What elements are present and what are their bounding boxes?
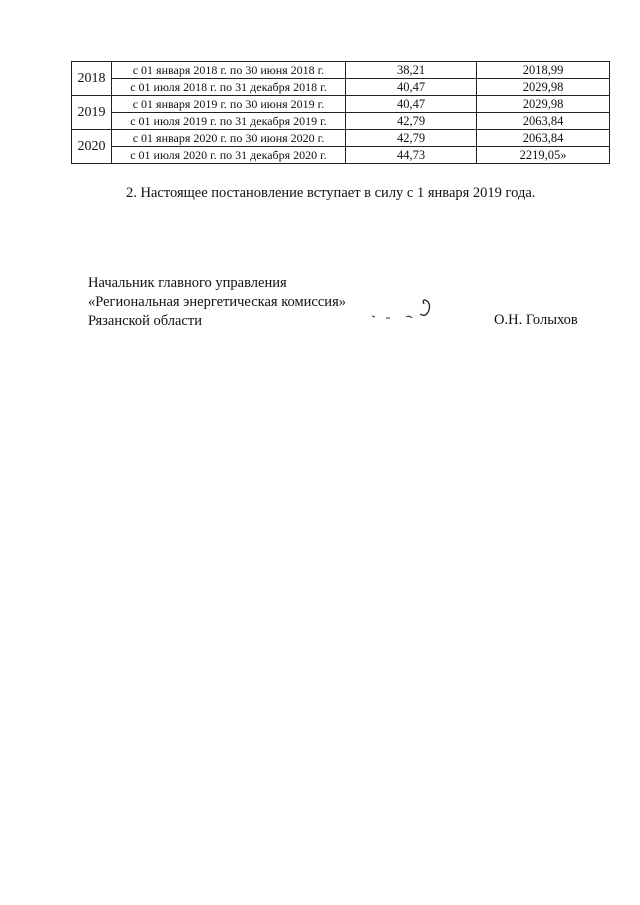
table-row <box>72 113 610 130</box>
period-cell: с 01 июля 2018 г. по 31 декабря 2018 г. <box>112 79 346 96</box>
signature-block <box>88 274 346 331</box>
paragraph-effective-date: 2. Настоящее постановление вступает в силу с 1 января 2019 года. <box>126 185 536 201</box>
year-cell: 2018 <box>72 62 112 96</box>
signer-position-line-2: «Региональная энергетическая комиссия» <box>88 294 346 310</box>
value-b-cell: 2063,84 <box>477 113 610 130</box>
value-a-cell: 42,79 <box>346 113 477 130</box>
period-cell: с 01 января 2018 г. по 30 июня 2018 г. <box>112 62 346 79</box>
period-cell: с 01 июля 2020 г. по 31 декабря 2020 г. <box>112 147 346 164</box>
value-a-cell: 40,47 <box>346 79 477 96</box>
signer-position-line-3: Рязанской области <box>88 313 202 329</box>
year-cell: 2020 <box>72 130 112 164</box>
tariff-table <box>71 61 610 164</box>
value-b-cell: 2029,98 <box>477 79 610 96</box>
value-a-cell: 40,47 <box>346 96 477 113</box>
value-b-cell: 2029,98 <box>477 96 610 113</box>
table-row <box>72 130 610 147</box>
value-b-cell: 2063,84 <box>477 130 610 147</box>
value-b-cell: 2219,05» <box>477 147 610 164</box>
value-a-cell: 38,21 <box>346 62 477 79</box>
table-row <box>72 96 610 113</box>
value-a-cell: 42,79 <box>346 130 477 147</box>
signer-position-line-1: Начальник главного управления <box>88 275 287 291</box>
signer-name: О.Н. Голыхов <box>494 312 578 328</box>
table-row <box>72 62 610 79</box>
period-cell: с 01 июля 2019 г. по 31 декабря 2019 г. <box>112 113 346 130</box>
handwritten-signature-icon <box>368 294 438 322</box>
period-cell: с 01 января 2020 г. по 30 июня 2020 г. <box>112 130 346 147</box>
period-cell: с 01 января 2019 г. по 30 июня 2019 г. <box>112 96 346 113</box>
table-row <box>72 147 610 164</box>
value-a-cell: 44,73 <box>346 147 477 164</box>
table-row <box>72 79 610 96</box>
value-b-cell: 2018,99 <box>477 62 610 79</box>
year-cell: 2019 <box>72 96 112 130</box>
